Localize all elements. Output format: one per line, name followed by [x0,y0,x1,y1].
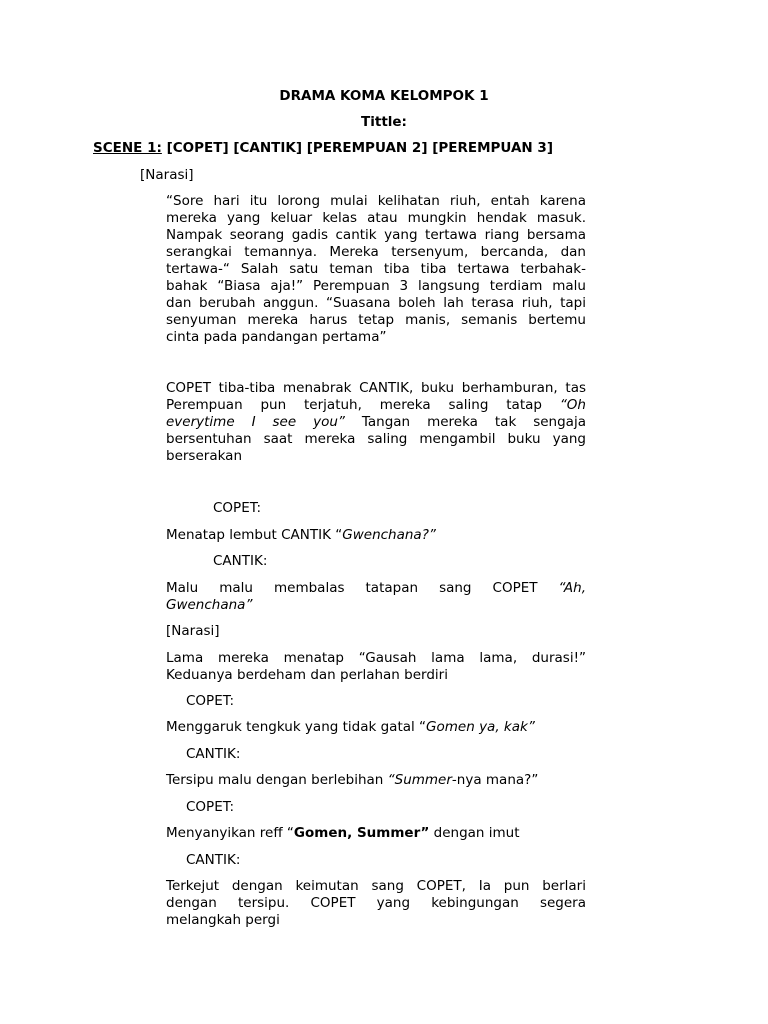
document-title: DRAMA KOMA KELOMPOK 1 [279,88,489,104]
action-line: Perempuan pun terjatuh, mereka saling tatap “Oh [166,397,586,413]
narasi-paragraph-2: Lama mereka menatap “Gausah lama lama, durasi!” Keduanya berdeham dan perlahan berdiri [166,650,586,683]
action-line: berserakan [166,448,242,464]
cue-cantik-3: CANTIK: [186,852,241,868]
narration-line: mereka yang keluar kelas atau mungkin hendak masuk. [166,210,586,226]
narration-paragraph [166,193,586,346]
dialogue-cantik-1: Malu malu membalas tatapan sang COPET “Ah, Gwenchana” [166,580,586,613]
narration-line: Nampak seorang gadis cantik yang tertawa riang bersama [166,227,586,243]
dialogue-copet-3: Menyanyikan reff “Gomen, Summer” dengan imut [166,825,520,841]
narration-line: “Sore hari itu lorong mulai kelihatan riuh, entah karena [166,193,586,209]
narration-line: serangkai temannya. Mereka tersenyum, bercanda, dan [166,244,586,260]
action-line: bersentuhan saat mereka saling mengambil buku yang [166,431,586,447]
cue-copet-3: COPET: [186,799,235,815]
dialogue-cantik-3: Terkejut dengan keimutan sang COPET, Ia pun berlari dengan tersipu. COPET yang kebingungan segera melangkah pergi [166,878,586,928]
scene-cast: [COPET] [CANTIK] [PEREMPUAN 2] [PEREMPUAN 3] [161,140,553,156]
action-line: everytime I see you” Tangan mereka tak sengaja [166,414,586,430]
dialogue-copet-2: Menggaruk tengkuk yang tidak gatal “Gomen ya, kak” [166,719,535,735]
dialogue-cantik-2: Tersipu malu dengan berlebihan “Summer-nya mana?” [166,772,539,788]
scene-label: SCENE 1: [93,140,162,156]
scene-heading [93,140,553,156]
cue-cantik-2: CANTIK: [186,746,241,762]
cue-copet-1: COPET: [213,500,262,516]
document-subtitle: Tittle: [361,114,407,130]
narasi-label-2: [Narasi] [166,623,220,639]
narration-line: bahak “Biasa aja!” Perempuan 3 langsung terdiam malu [166,278,586,294]
dialogue-copet-1: Menatap lembut CANTIK “Gwenchana?” [166,527,436,543]
cue-cantik-1: CANTIK: [213,553,268,569]
narration-line: dan berubah anggun. “Suasana boleh lah terasa riuh, tapi [166,295,586,311]
action-paragraph [166,380,586,465]
action-line: COPET tiba-tiba menabrak CANTIK, buku berhamburan, tas [166,380,586,396]
narration-line: tertawa-“ Salah satu teman tiba tiba tertawa terbahak- [166,261,586,277]
cue-copet-2: COPET: [186,693,235,709]
narration-line: senyuman mereka harus tetap manis, semanis bertemu [166,312,586,328]
narration-line: cinta pada pandangan pertama” [166,329,387,345]
narasi-label-1: [Narasi] [140,167,194,183]
